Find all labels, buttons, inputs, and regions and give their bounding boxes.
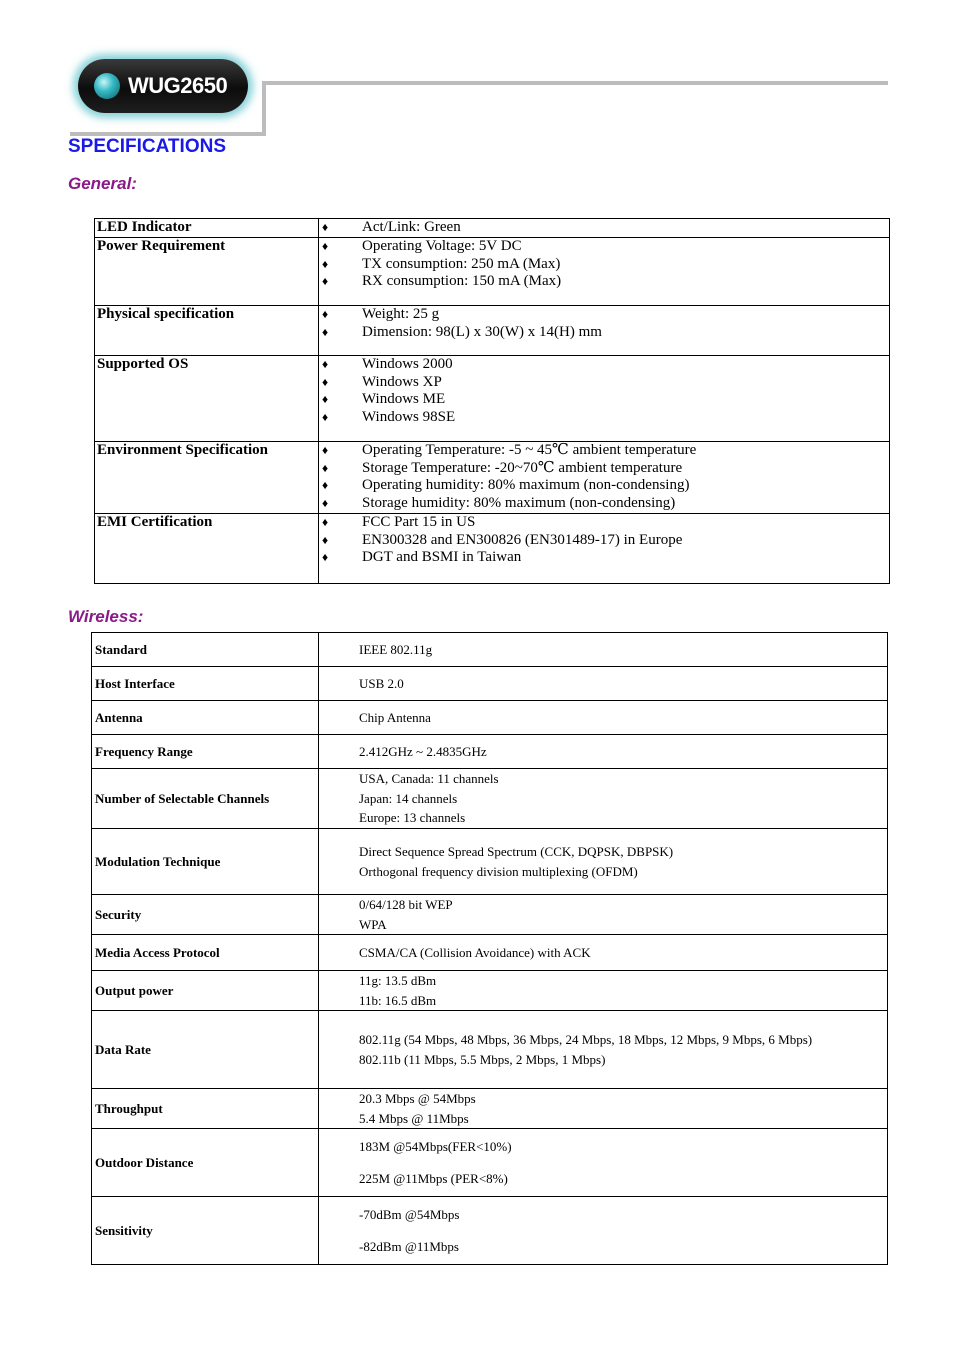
line-spacer (359, 1156, 887, 1169)
value-line: Europe: 13 channels (359, 810, 466, 826)
general-heading: General: (68, 174, 137, 193)
wireless-row-value (319, 633, 888, 667)
wireless-row-label: Standard (92, 633, 319, 667)
bullet-item (319, 460, 889, 478)
general-row (95, 514, 890, 584)
general-row-value (319, 356, 890, 442)
wireless-spec-table (91, 632, 888, 1265)
bullet-item (319, 374, 889, 392)
value-line: 0/64/128 bit WEP (359, 897, 453, 912)
bullet-item (319, 532, 889, 550)
value-line: USA, Canada: 11 channels (359, 771, 499, 787)
wireless-row (92, 769, 888, 829)
value-line: 11g: 13.5 dBm (359, 973, 437, 988)
bullet-text: EN300328 and EN300826 (EN301489-17) in Europe (362, 531, 683, 548)
bullet-item (319, 477, 889, 495)
general-row (95, 356, 890, 442)
value-line: 2.412GHz ~ 2.4835GHz (359, 743, 487, 759)
wireless-row-label: Security (92, 895, 319, 935)
wireless-row (92, 935, 888, 971)
bullet-text: Storage Temperature: -20~70℃ ambient temperature (362, 459, 683, 476)
header-rule-vertical (262, 81, 266, 136)
diamond-bullet-icon: ♦ (322, 256, 329, 271)
wireless-row (92, 829, 888, 895)
bullet-item (319, 409, 889, 427)
wireless-row-value (319, 971, 888, 1011)
bullet-item (319, 256, 889, 274)
general-row-label: Supported OS (95, 356, 319, 442)
diamond-bullet-icon: ♦ (322, 515, 329, 529)
wireless-row-value (319, 701, 888, 735)
diamond-bullet-icon: ♦ (322, 478, 329, 493)
wireless-row-label: Media Access Protocol (92, 935, 319, 971)
bullet-text: Act/Link: Green (362, 219, 461, 235)
general-row-value (319, 442, 890, 514)
value-line: Chip Antenna (359, 709, 431, 725)
general-row-value (319, 514, 890, 584)
value-line: USB 2.0 (359, 675, 404, 691)
general-spec-table (94, 218, 890, 584)
general-row-label: Environment Specification (95, 442, 319, 514)
bullet-item (319, 514, 889, 532)
wireless-row-value (319, 895, 888, 935)
value-line: 11b: 16.5 dBm (359, 992, 437, 1008)
wireless-row (92, 633, 888, 667)
wireless-row (92, 1197, 888, 1265)
bullet-text: Operating Voltage: 5V DC (362, 238, 522, 254)
diamond-bullet-icon: ♦ (322, 550, 329, 565)
wireless-row-label: Output power (92, 971, 319, 1011)
general-row-value (319, 306, 890, 356)
wireless-row (92, 895, 888, 935)
wireless-row-label: Antenna (92, 701, 319, 735)
value-line: 802.11g (54 Mbps, 48 Mbps, 36 Mbps, 24 Mbps, 18 Mbps, 12 Mbps, 9 Mbps, 6 Mbps) (359, 1032, 813, 1047)
value-line: 802.11b (11 Mbps, 5.5 Mbps, 2 Mbps, 1 Mbps) (359, 1051, 606, 1067)
diamond-bullet-icon: ♦ (322, 307, 329, 321)
diamond-bullet-icon: ♦ (322, 374, 329, 389)
diamond-bullet-icon: ♦ (322, 274, 329, 289)
value-line: WPA (359, 916, 387, 932)
value-line: 225M @11Mbps (PER<8%) (359, 1171, 508, 1186)
value-line: 5.4 Mbps @ 11Mbps (359, 1110, 469, 1126)
bullet-text: Windows XP (362, 373, 442, 390)
wireless-row-label: Frequency Range (92, 735, 319, 769)
bullet-text: Operating Temperature: -5 ~ 45℃ ambient temperature (362, 442, 697, 458)
diamond-bullet-icon: ♦ (322, 392, 329, 407)
value-line: CSMA/CA (Collision Avoidance) with ACK (359, 944, 591, 960)
bullet-item (319, 549, 889, 567)
general-row-value (319, 219, 890, 238)
bullet-text: Windows 2000 (362, 356, 453, 372)
bullet-item (319, 306, 889, 324)
value-line: IEEE 802.11g (359, 641, 433, 657)
line-spacer (359, 1224, 887, 1237)
wireless-row-value (319, 1089, 888, 1129)
bullet-text: TX consumption: 250 mA (Max) (362, 255, 561, 272)
bullet-text: Storage humidity: 80% maximum (non-condensing) (362, 494, 676, 511)
wireless-row-value (319, 1197, 888, 1265)
bullet-text: RX consumption: 150 mA (Max) (362, 273, 562, 290)
wireless-row-value (319, 1129, 888, 1197)
wireless-row-value (319, 769, 888, 829)
wireless-row-value (319, 667, 888, 701)
wireless-row-label: Throughput (92, 1089, 319, 1129)
wireless-row (92, 971, 888, 1011)
value-line: -82dBm @11Mbps (359, 1239, 459, 1254)
bullet-item (319, 391, 889, 409)
wireless-row-label: Host Interface (92, 667, 319, 701)
page-title: SPECIFICATIONS (68, 136, 226, 157)
wireless-row (92, 735, 888, 769)
general-row (95, 306, 890, 356)
value-line: 183M @54Mbps(FER<10%) (359, 1138, 512, 1154)
wireless-row (92, 1011, 888, 1089)
diamond-bullet-icon: ♦ (322, 324, 329, 339)
wireless-row (92, 667, 888, 701)
diamond-bullet-icon: ♦ (322, 495, 329, 510)
bullet-text: Operating humidity: 80% maximum (non-condensing) (362, 477, 690, 494)
bullet-item (319, 324, 889, 342)
bullet-item (319, 442, 889, 460)
bullet-item (319, 495, 889, 513)
wireless-heading: Wireless: (68, 607, 144, 626)
general-row-label: Power Requirement (95, 238, 319, 306)
general-row-label: EMI Certification (95, 514, 319, 584)
value-line: 20.3 Mbps @ 54Mbps (359, 1091, 476, 1106)
wireless-row-value (319, 1011, 888, 1089)
header-rule (262, 81, 888, 85)
wireless-row-label: Modulation Technique (92, 829, 319, 895)
bullet-text: Weight: 25 g (362, 306, 440, 322)
wireless-row (92, 1129, 888, 1197)
value-line: Orthogonal frequency division multiplexing (OFDM) (359, 863, 638, 879)
general-row-label: LED Indicator (95, 219, 319, 238)
product-logo (78, 59, 248, 113)
value-line: -70dBm @54Mbps (359, 1206, 460, 1222)
bullet-item (319, 273, 889, 291)
bullet-text: Dimension: 98(L) x 30(W) x 14(H) mm (362, 323, 602, 340)
wireless-row-label: Sensitivity (92, 1197, 319, 1265)
wireless-row-label: Number of Selectable Channels (92, 769, 319, 829)
general-row-label: Physical specification (95, 306, 319, 356)
value-line: Direct Sequence Spread Spectrum (CCK, DQPSK, DBPSK) (359, 844, 674, 859)
bullet-item (319, 238, 889, 256)
bullet-text: FCC Part 15 in US (362, 514, 476, 530)
wireless-row-value (319, 829, 888, 895)
diamond-bullet-icon: ♦ (322, 460, 329, 475)
diamond-bullet-icon: ♦ (322, 443, 329, 457)
diamond-bullet-icon: ♦ (322, 532, 329, 547)
wireless-row-value (319, 935, 888, 971)
bullet-text: Windows ME (362, 391, 446, 408)
wireless-row (92, 701, 888, 735)
general-row (95, 219, 890, 238)
general-row (95, 442, 890, 514)
general-row-value (319, 238, 890, 306)
wireless-row (92, 1089, 888, 1129)
logo-orb-icon (94, 73, 120, 99)
value-line: Japan: 14 channels (359, 790, 458, 806)
wireless-row-value (319, 735, 888, 769)
diamond-bullet-icon: ♦ (322, 239, 329, 253)
bullet-text: DGT and BSMI in Taiwan (362, 549, 522, 566)
diamond-bullet-icon: ♦ (322, 220, 329, 234)
bullet-item (319, 356, 889, 374)
bullet-text: Windows 98SE (362, 408, 456, 425)
general-row (95, 238, 890, 306)
bullet-item (319, 219, 889, 237)
diamond-bullet-icon: ♦ (322, 357, 329, 371)
wireless-row-label: Outdoor Distance (92, 1129, 319, 1197)
logo-text: WUG2650 (128, 73, 228, 98)
diamond-bullet-icon: ♦ (322, 409, 329, 424)
wireless-row-label: Data Rate (92, 1011, 319, 1089)
